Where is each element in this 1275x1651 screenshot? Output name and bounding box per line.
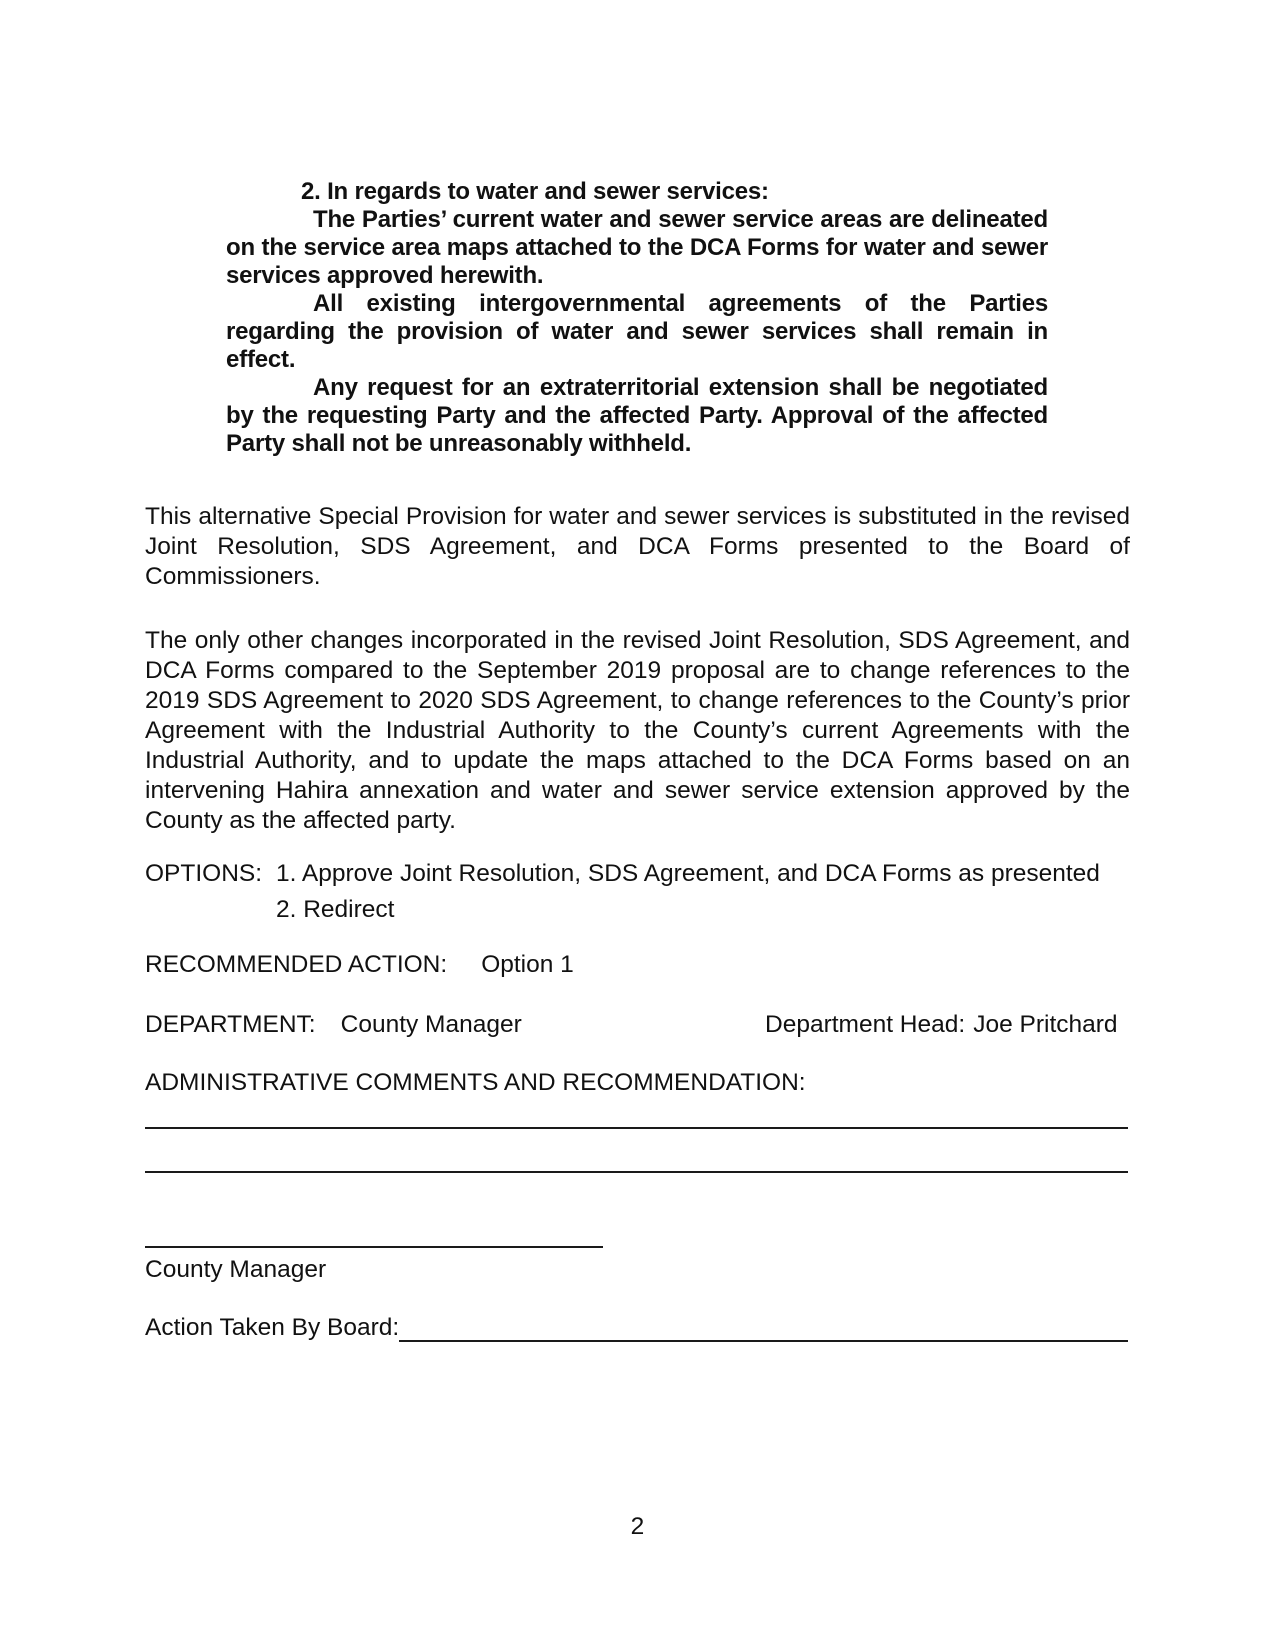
recommended-action-value: Option 1 (481, 951, 574, 978)
signature-line (145, 1246, 603, 1248)
department-label: DEPARTMENT: (145, 1011, 316, 1038)
comments-writein-line-1 (145, 1127, 1128, 1129)
options-items (276, 856, 1130, 928)
body-paragraph-substitution: This alternative Special Provision for water and sewer services is substituted in the revised Joint Resolution, SDS Agreement, and DCA Forms presented to the Board of Commissioners. (145, 503, 1130, 590)
signature-title: County Manager (145, 1256, 327, 1283)
comments-writein-line-2 (145, 1171, 1128, 1173)
provision-heading: 2. In regards to water and sewer services: (301, 178, 769, 205)
recommended-action-row (145, 950, 1130, 980)
department-head-label: Department Head: (765, 1011, 966, 1038)
provision-paragraph: The Parties’ current water and sewer service areas are delineated on the service area maps attached to the DCA Forms for water and sewer services approved herewith. (226, 206, 1048, 289)
options-section (145, 856, 1130, 928)
action-taken-writein-line (399, 1313, 1128, 1342)
provision-paragraph: Any request for an extraterritorial extension shall be negotiated by the requesting Party and the affected Party. Approval of the affected Party shall not be unreasonably withheld. (226, 374, 1048, 457)
department-head (765, 1010, 1118, 1040)
admin-comments-heading: ADMINISTRATIVE COMMENTS AND RECOMMENDATION: (145, 1069, 806, 1096)
department-head-value: Joe Pritchard (973, 1011, 1118, 1038)
page-number: 2 (630, 1513, 645, 1540)
action-taken-label: Action Taken By Board: (145, 1314, 400, 1341)
department-value: County Manager (340, 1011, 522, 1038)
recommended-action-label: RECOMMENDED ACTION: (145, 951, 448, 978)
option-item-1: 1. Approve Joint Resolution, SDS Agreement, and DCA Forms as presented (276, 860, 1100, 887)
provision-block (226, 178, 1048, 458)
action-taken-row (145, 1313, 1128, 1343)
option-item-2: 2. Redirect (276, 896, 395, 923)
department-row (145, 1010, 1130, 1040)
body-paragraph-changes: The only other changes incorporated in the revised Joint Resolution, SDS Agreement, and DCA Forms compared to the September 2019 proposal are to change references to the 2019 SDS Agreement to 2020 SDS Agreement, to change references to the County’s prior Agreement with the Industrial Authority to the County’s current Agreements with the Industrial Authority, and to update the maps attached to the DCA Forms based on an intervening Hahira annexation and water and sewer service extension approved by the County as the affected party. (145, 627, 1130, 834)
options-label: OPTIONS: (145, 860, 263, 887)
provision-paragraph: All existing intergovernmental agreements of the Parties regarding the provision of water and sewer services shall remain in effect. (226, 290, 1048, 373)
